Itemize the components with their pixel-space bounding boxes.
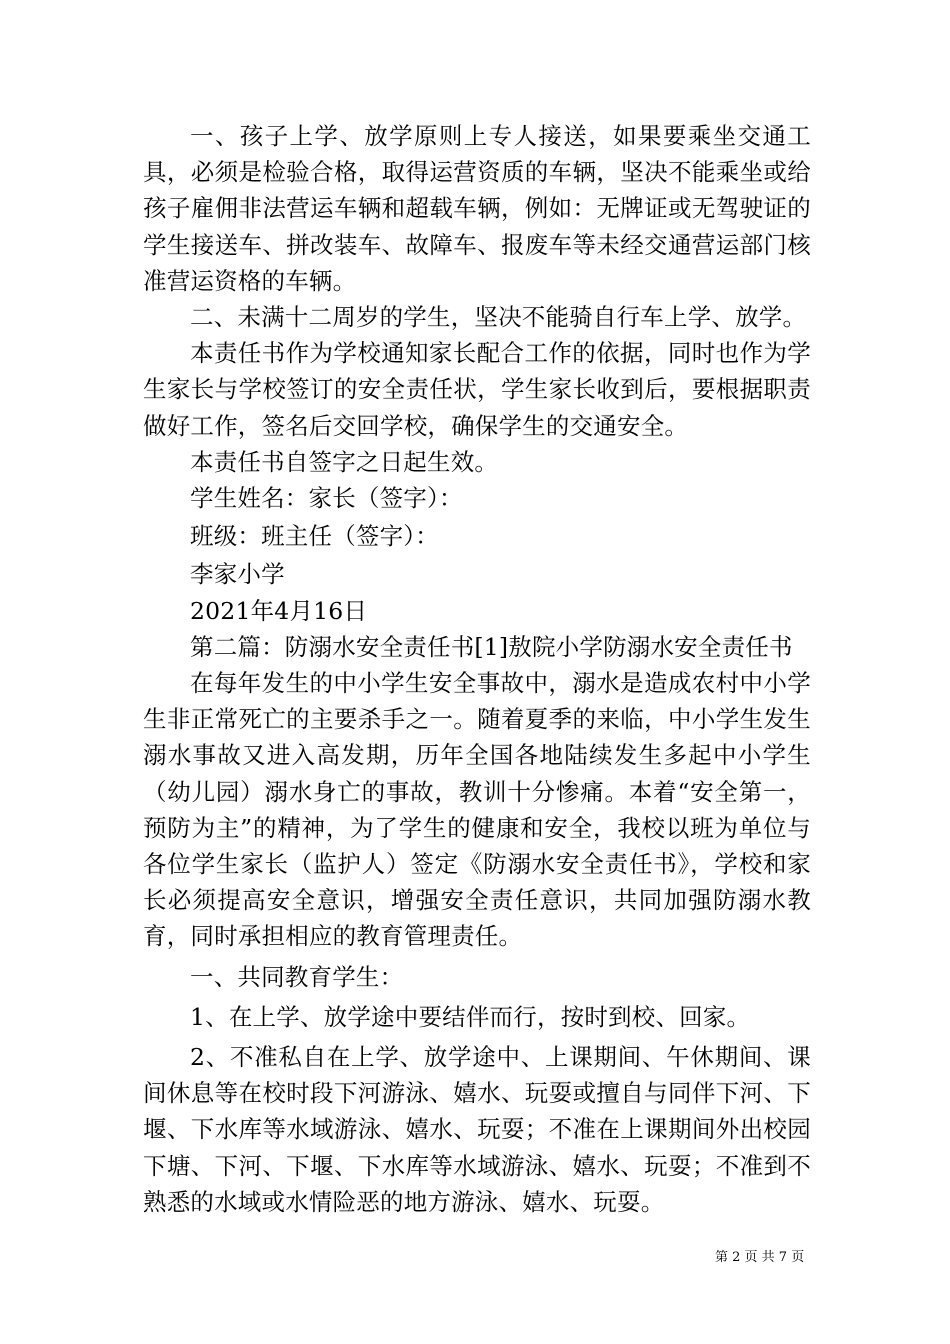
paragraph-transport-rule-1: 一、孩子上学、放学原则上专人接送，如果要乘坐交通工具，必须是检验合格，取得运营资质的车辆，坚决不能乘坐或给孩子雇佣非法营运车辆和超载车辆，例如：无牌证或无驾驶证的学生接送车、拼改装车、故障车、报废车等未经交通营运部门核准营运资格的车辆。 <box>143 122 811 295</box>
heading-joint-education: 一、共同教育学生： <box>190 962 404 991</box>
section-title-second: 第二篇：防溺水安全责任书[1]敖院小学防溺水安全责任书 <box>190 632 793 661</box>
paragraph-responsibility-basis: 本责任书作为学校通知家长配合工作的依据，同时也作为学生家长与学校签订的安全责任状，学生家长收到后，要根据职责做好工作，签名后交回学校，确保学生的交通安全。 <box>143 339 811 440</box>
paragraph-drowning-intro: 在每年发生的中小学生安全事故中，溺水是造成农村中小学生非正常死亡的主要杀手之一。随着夏季的来临，中小学生发生溺水事故又进入高发期，历年全国各地陆续发生多起中小学生（幼儿园）溺水身亡的事故，教训十分惨痛。本着“安全第一，预防为主”的精神，为了学生的健康和安全，我校以班为单位与各位学生家长（监护人）签定《防溺水安全责任书》，学校和家长必须提高安全意识，增强安全责任意识，共同加强防溺水教育，同时承担相应的教育管理责任。 <box>143 669 811 951</box>
paragraph-rule-1: 1、在上学、放学途中要结伴而行，按时到校、回家。 <box>190 1002 751 1031</box>
page-number-footer: 第 2 页 共 7 页 <box>715 1250 805 1265</box>
signature-line-student-parent: 学生姓名：家长（签字）： <box>190 484 463 513</box>
document-body <box>143 118 811 1220</box>
paragraph-transport-rule-2: 二、未满十二周岁的学生，坚决不能骑自行车上学、放学。 <box>190 303 807 332</box>
paragraph-effective-date-note: 本责任书自签字之日起生效。 <box>190 447 499 476</box>
document-date: 2021年4月16日 <box>190 596 368 625</box>
school-name: 李家小学 <box>190 560 285 589</box>
paragraph-rule-2: 2、不准私自在上学、放学途中、上课期间、午休期间、课间休息等在校时段下河游泳、嬉水、玩耍或擅自与同伴下河、下堰、下水库等水域游泳、嬉水、玩耍；不准在上课期间外出校园下塘、下河、下堰、下水库等水域游泳、嬉水、玩耍；不准到不熟悉的水域或水情险恶的地方游泳、嬉水、玩耍。 <box>143 1043 811 1216</box>
signature-line-class-teacher: 班级：班主任（签字）： <box>190 522 439 551</box>
